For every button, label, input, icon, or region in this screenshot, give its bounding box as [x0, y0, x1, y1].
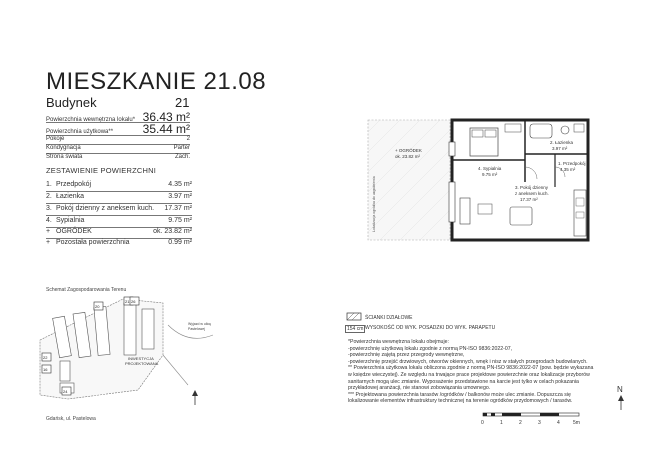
toilet	[561, 126, 569, 134]
coffee-table	[478, 204, 492, 214]
hall-label: 1. Przedpokój	[558, 161, 586, 166]
room-row	[46, 217, 192, 224]
kitchen-sink	[576, 212, 584, 218]
room-name: Pozostała powierzchnia	[56, 239, 130, 246]
site-plan-map	[38, 295, 228, 405]
bedroom-label: 4. Sypialnia	[478, 166, 502, 171]
note-line: *** Projektowana powierzchnia tarasów /ogródków / balkonów może ulec zmianie. Dopuszcza się	[348, 391, 571, 398]
garden-label: + OGRÓDEK	[395, 148, 422, 153]
stove	[576, 198, 584, 206]
room-name: OGRÓDEK	[56, 228, 92, 235]
note-line: -powierzchnię przejść drzwiowych, otworów okiennych, wnęk i nisz w stałych przegrodach budowlanych.	[348, 358, 588, 365]
wall-legend-text: ŚCIANKI DZIAŁOWE	[365, 315, 413, 321]
access-road	[163, 355, 188, 385]
divider	[46, 203, 192, 204]
room-area: 4.35 m²	[168, 181, 192, 188]
spec-row-rooms	[46, 136, 190, 142]
note-line: -powierzchnię użytkową lokalu zgodnie z normą PN-ISO 9836:2022-07,	[348, 345, 513, 352]
note-line: przykładowej aranżacji, nie stanowi zobowiązania umownego.	[348, 385, 491, 392]
note-line: lokalizowanie elementów infrastruktury technicznej na terenie ogródków przydomowych / tarasów.	[348, 398, 573, 405]
spec-label: Kondygnacja	[46, 145, 81, 151]
site-north-arrow-icon	[190, 390, 200, 406]
living-label-2: z aneksem kuch.	[515, 191, 549, 196]
room-name: Pokój dzienny z aneksem kuch.	[56, 205, 155, 212]
height-legend-text: WYSOKOŚĆ OD WYK. POSADZKI DO WYK. PARAPETU	[365, 325, 496, 331]
room-number: 3.	[46, 205, 52, 212]
building-number: 26	[131, 299, 136, 304]
room-number: 2.	[46, 193, 52, 200]
site-location: Gdańsk, ul. Pastelowa	[46, 416, 96, 422]
spec-value: 2	[186, 136, 190, 142]
building-number: 16	[43, 367, 48, 372]
pillow	[485, 130, 496, 137]
north-arrow-icon	[616, 395, 626, 411]
investment-label: INWESTYCJA	[128, 356, 154, 361]
scale-label: 0	[481, 420, 484, 426]
window	[449, 142, 455, 156]
living-area: 17.37 m²	[520, 197, 538, 202]
spec-row-orientation	[46, 154, 190, 160]
bathroom-area: 3.97 m²	[552, 146, 568, 151]
living-label: 3. Pokój dzienny	[515, 185, 549, 190]
scale-label: 2	[519, 420, 522, 426]
building-label: Budynek	[46, 95, 97, 110]
room-name: Łazienka	[56, 193, 85, 200]
north-label: N	[617, 385, 623, 394]
room-name: Sypialnia	[56, 217, 85, 224]
site-plan-title: Schemat Zagospodarowania Terenu	[46, 287, 127, 293]
sofa	[460, 198, 470, 224]
spec-value: Zach.	[174, 154, 190, 160]
investment-label: PROJEKTOWANA	[125, 361, 159, 366]
pillow	[472, 130, 483, 137]
room-row	[46, 193, 192, 200]
room-area: ok. 23.82 m²	[153, 228, 192, 235]
page-title: MIESZKANIE 21.08	[46, 68, 267, 95]
dining-table	[510, 207, 532, 225]
garden-vertical-note: Lokalizacja ogródka do uzgodnienia	[372, 176, 376, 232]
note-line: sanitarnych mogą ulec zmianie. Wyposażenie przedstawione na karcie jest tylko w celach pokazania	[348, 378, 579, 385]
spec-value: 35.44 m²	[142, 122, 190, 136]
spec-value: Parter	[173, 145, 190, 151]
building-number: 24	[63, 389, 68, 394]
exit-note: Pastelowej	[188, 327, 205, 331]
scale-label: 1	[500, 420, 503, 426]
hall-area: 4.35 m²	[560, 167, 576, 172]
scale-bar	[478, 412, 588, 428]
room-row	[46, 239, 192, 246]
room-area: 3.97 m²	[168, 193, 192, 200]
room-name: Przedpokój	[56, 181, 92, 188]
room-row	[46, 228, 192, 235]
room-number: 1.	[46, 181, 52, 188]
note-line: w księdze wieczystej). Ze względu na trwające prace projektowe powierzchnie oraz lokalizacje przyborów	[348, 371, 590, 378]
scale-label: 4	[557, 420, 560, 426]
exit-note: Wyjazd w ulicę	[188, 322, 212, 326]
building-number: 20	[95, 304, 100, 309]
room-area: 17.37 m²	[164, 205, 192, 212]
room-area: 0.99 m²	[168, 239, 192, 246]
bedroom-area: 9.75 m²	[482, 172, 498, 177]
divider	[46, 215, 192, 216]
building-number: 21	[125, 299, 130, 304]
note-line: ** Powierzchnia użytkowa lokalu obliczona zgodnie z normą PN-ISO 9836:2022-07 (pow. będzie wykazana	[348, 365, 594, 372]
room-number: 4.	[46, 217, 52, 224]
rooms-section-title: ZESTAWIENIE POWIERZCHNI	[46, 166, 157, 175]
garden-area	[368, 120, 450, 240]
building-value: 21	[175, 95, 190, 110]
scale-label: 3	[538, 420, 541, 426]
sink	[574, 124, 584, 132]
room-number: +	[46, 228, 51, 235]
scale-label: 5m	[573, 420, 580, 426]
spec-label: Pokoje	[46, 136, 65, 142]
wardrobe	[505, 124, 521, 132]
spec-label: Powierzchnia użytkowa**	[46, 129, 114, 135]
window	[449, 182, 455, 222]
bathroom-label: 2. Łazienka	[550, 140, 574, 145]
room-row	[46, 181, 192, 188]
floor-plan	[360, 112, 600, 247]
spec-value: 36.43 m²	[142, 110, 190, 124]
spec-label: Strona świata	[46, 154, 83, 160]
footnotes	[348, 339, 628, 405]
room-row	[46, 205, 192, 212]
building-number: 22	[43, 355, 48, 360]
note-line: *Powierzchnia wewnętrzna lokalu obejmuje:	[348, 339, 449, 345]
room-area: 9.75 m²	[168, 217, 192, 224]
spec-row-floor	[46, 145, 190, 151]
divider	[46, 191, 192, 192]
bathtub	[530, 124, 552, 138]
spec-row-usable-area	[46, 122, 190, 136]
height-tag: 154 cm	[347, 326, 364, 332]
room-number: +	[46, 239, 51, 246]
spec-label: Powierzchnia wewnętrzna lokalu*	[46, 117, 136, 123]
garden-area-label: ok. 23.82 m²	[395, 154, 421, 159]
note-line: -powierzchnię zajętą przez przegrody wewnętrzne,	[348, 352, 465, 359]
